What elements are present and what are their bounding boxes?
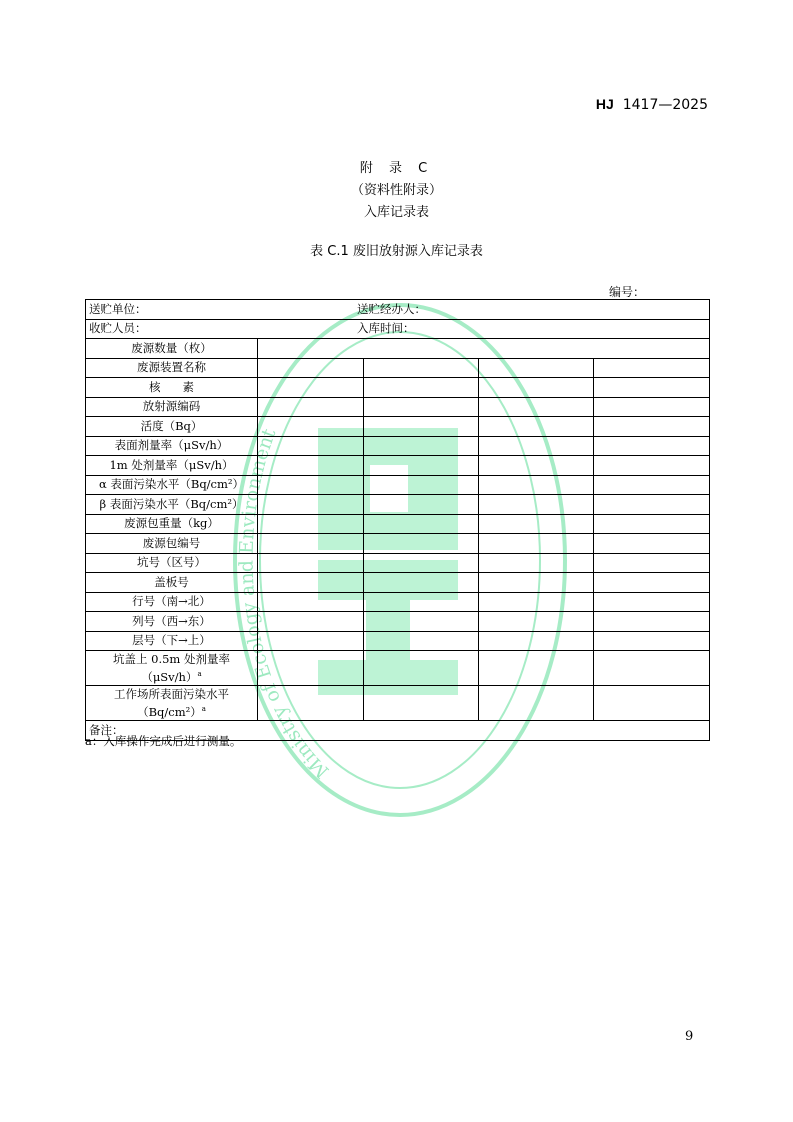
sender-handler-label: 送贮经办人： xyxy=(357,301,426,316)
table-cell xyxy=(479,436,594,456)
standard-prefix: HJ xyxy=(595,96,614,112)
table-footnote: a：入库操作完成后进行测量。 xyxy=(85,734,242,748)
table-cell xyxy=(594,686,710,721)
appendix-title: 附 录 C xyxy=(359,161,434,176)
table-cell xyxy=(594,553,710,573)
table-cell xyxy=(479,553,594,573)
sender-unit-label: 送贮单位： xyxy=(89,301,147,316)
table-cell xyxy=(479,417,594,437)
table-cell xyxy=(364,651,479,686)
table-cell xyxy=(364,514,479,534)
table-cell xyxy=(258,358,364,378)
table-cell xyxy=(364,456,479,476)
row-label-package-number: 废源包编号 xyxy=(86,534,258,554)
sender-row xyxy=(86,300,710,320)
table-cell xyxy=(364,553,479,573)
row-label-row-number: 行号（南→北） xyxy=(86,592,258,612)
table-cell xyxy=(258,475,364,495)
pit-cover-line1: 坑盖上 0.5m 处剂量率 xyxy=(112,651,230,666)
table-cell xyxy=(364,592,479,612)
table-cell xyxy=(594,397,710,417)
table-cell xyxy=(479,358,594,378)
table-cell xyxy=(258,631,364,651)
table-cell xyxy=(364,436,479,456)
table-cell xyxy=(479,631,594,651)
table-cell xyxy=(594,436,710,456)
table-cell xyxy=(479,475,594,495)
row-label-source-code: 放射源编码 xyxy=(86,397,258,417)
row-label-layer-number: 层号（下→上） xyxy=(86,631,258,651)
table-cell xyxy=(594,651,710,686)
footnote-marker: a xyxy=(201,704,206,713)
table-cell xyxy=(364,475,479,495)
row-label-surface-dose-rate: 表面剂量率（μSv/h） xyxy=(86,436,258,456)
row-label-activity: 活度（Bq） xyxy=(86,417,258,437)
footnote-marker: a xyxy=(197,669,202,678)
row-label-cover-number: 盖板号 xyxy=(86,573,258,593)
storage-time-label: 入库时间： xyxy=(357,321,415,336)
table-cell xyxy=(479,573,594,593)
table-cell xyxy=(479,686,594,721)
workplace-line2: （Bq/cm²） xyxy=(137,704,202,719)
table-cell xyxy=(594,612,710,632)
row-label-alpha-contamination: α 表面污染水平（Bq/cm²） xyxy=(86,475,258,495)
table-cell xyxy=(364,686,479,721)
row-label-device-name: 废源装置名称 xyxy=(86,358,258,378)
table-cell xyxy=(479,495,594,515)
table-cell xyxy=(258,456,364,476)
table-cell xyxy=(594,475,710,495)
pit-cover-line2: （μSv/h） xyxy=(141,669,198,684)
table-cell xyxy=(258,397,364,417)
table-cell xyxy=(594,514,710,534)
source-count-cell xyxy=(258,339,710,359)
table-cell xyxy=(364,495,479,515)
table-cell xyxy=(364,631,479,651)
workplace-line1: 工作场所表面污染水平 xyxy=(114,686,229,701)
table-cell xyxy=(258,417,364,437)
remarks-label: 备注： xyxy=(89,722,124,737)
table-cell xyxy=(364,534,479,554)
table-cell xyxy=(479,651,594,686)
receiver-label: 收贮人员： xyxy=(89,321,147,336)
table-cell xyxy=(479,514,594,534)
table-cell xyxy=(258,553,364,573)
table-cell xyxy=(364,378,479,398)
appendix-subtitle: （资料性附录） xyxy=(350,183,442,198)
watermark-text: Ministry of Ecology and Environment xyxy=(235,425,334,783)
table-cell xyxy=(258,592,364,612)
table-cell xyxy=(364,358,479,378)
row-label-column-number: 列号（西→东） xyxy=(86,612,258,632)
row-label-workplace-contamination xyxy=(86,686,258,721)
table-cell xyxy=(594,495,710,515)
row-label-nuclide: 核 素 xyxy=(86,378,258,398)
table-cell xyxy=(594,534,710,554)
table-cell xyxy=(479,378,594,398)
table-cell xyxy=(594,417,710,437)
row-label-package-weight: 废源包重量（kg） xyxy=(86,514,258,534)
table-cell xyxy=(258,534,364,554)
table-cell xyxy=(364,417,479,437)
table-caption: 表 C.1 废旧放射源入库记录表 xyxy=(310,244,483,259)
appendix-name: 入库记录表 xyxy=(363,205,429,220)
table-cell xyxy=(479,534,594,554)
table-cell xyxy=(258,686,364,721)
table-cell xyxy=(479,397,594,417)
table-cell xyxy=(479,456,594,476)
table-cell xyxy=(479,592,594,612)
table-cell xyxy=(258,514,364,534)
table-cell xyxy=(364,397,479,417)
table-cell xyxy=(594,378,710,398)
table-cell xyxy=(479,612,594,632)
table-cell xyxy=(594,573,710,593)
table-cell xyxy=(258,495,364,515)
table-cell xyxy=(258,378,364,398)
page-number: 9 xyxy=(685,1029,694,1044)
table-cell xyxy=(594,592,710,612)
serial-number-label: 编号： xyxy=(609,285,646,299)
row-label-pit-number: 坑号（区号） xyxy=(86,553,258,573)
standard-number: 1417—2025 xyxy=(622,97,708,113)
table-cell xyxy=(594,456,710,476)
table-cell xyxy=(594,358,710,378)
row-label-source-count: 废源数量（枚） xyxy=(86,339,258,359)
receiver-row xyxy=(86,319,710,339)
table-cell xyxy=(364,573,479,593)
storage-record-table xyxy=(85,299,710,741)
table-cell xyxy=(594,631,710,651)
row-label-1m-dose-rate: 1m 处剂量率（μSv/h） xyxy=(86,456,258,476)
table-cell xyxy=(258,573,364,593)
table-cell xyxy=(364,612,479,632)
row-label-beta-contamination: β 表面污染水平（Bq/cm²） xyxy=(86,495,258,515)
table-cell xyxy=(258,651,364,686)
table-cell xyxy=(258,436,364,456)
standard-code xyxy=(596,96,708,113)
table-cell xyxy=(258,612,364,632)
row-label-pit-cover-dose-rate xyxy=(86,651,258,686)
